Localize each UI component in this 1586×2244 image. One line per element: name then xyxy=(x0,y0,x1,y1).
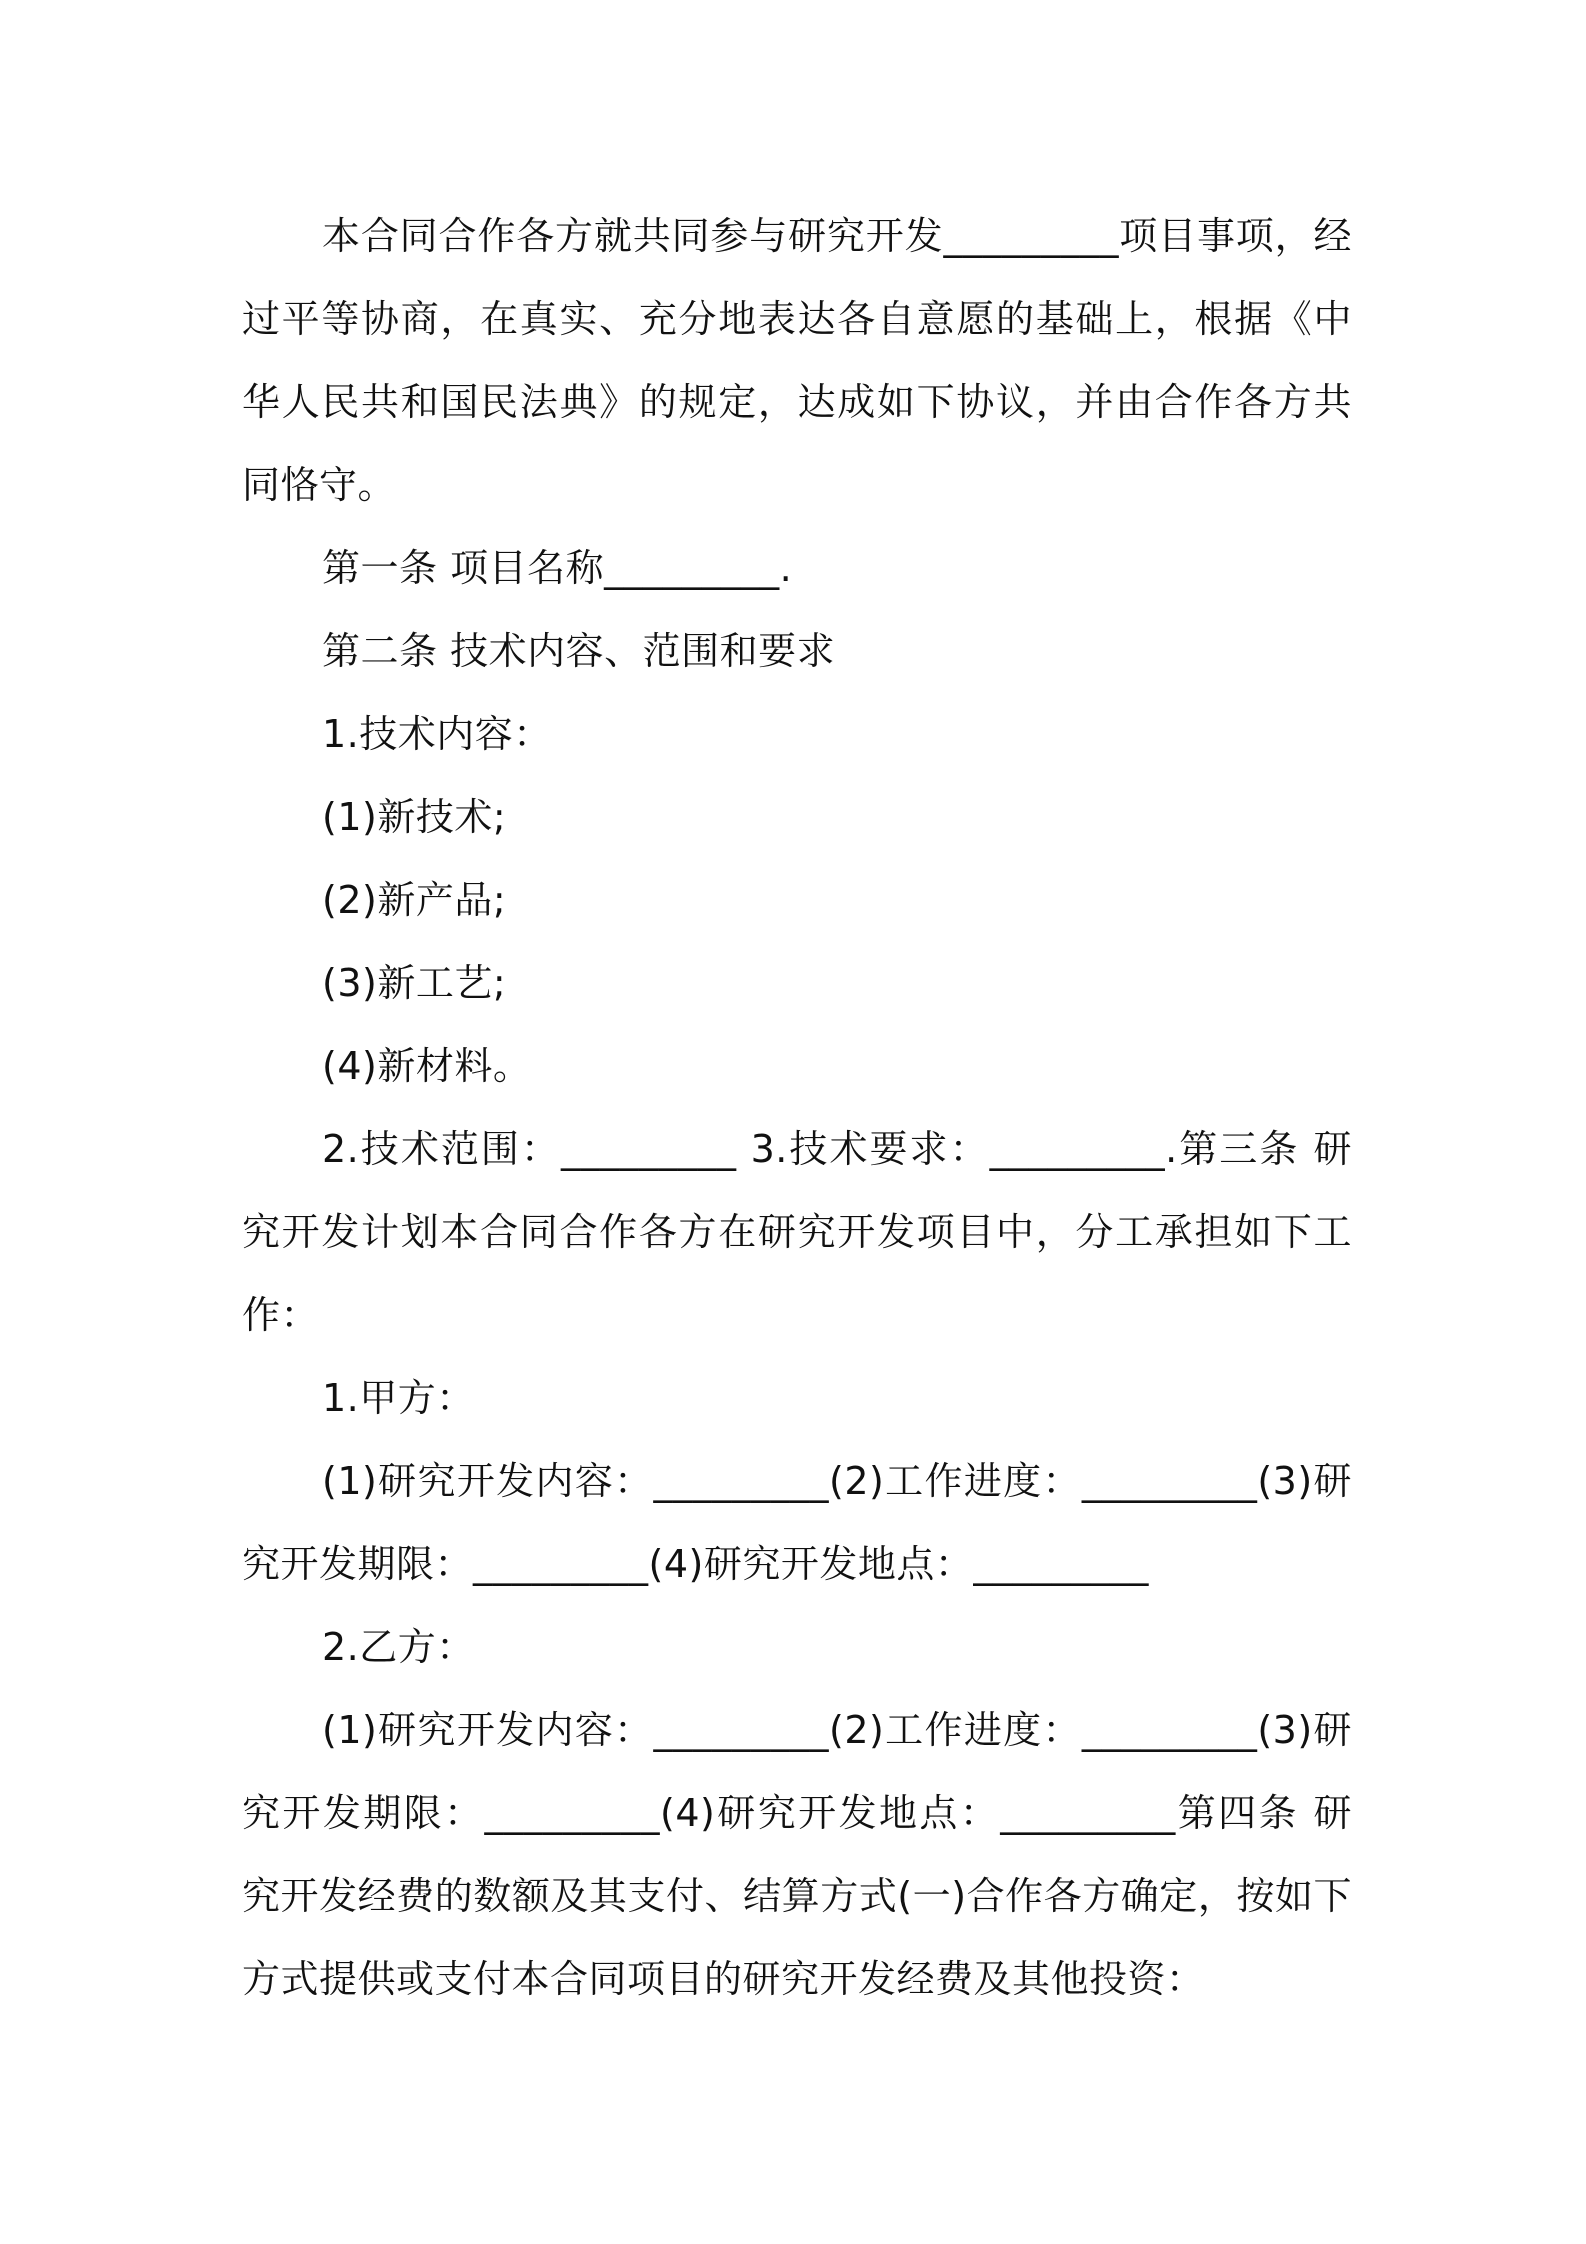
paragraph-article-2: 第二条 技术内容、范围和要求 xyxy=(322,629,836,673)
paragraph-article-1: 第一条 项目名称_________. xyxy=(322,546,793,590)
paragraph-item-3: (3)新工艺; xyxy=(322,961,507,1005)
paragraph-party-b: 2.乙方： xyxy=(322,1625,475,1669)
paragraph-tech-scope: 2.技术范围：_________ 3.技术要求：_________.第三条 研究开发计划本合同合作各方在研究开发项目中，分工承担如下工作： xyxy=(242,1127,1352,1337)
paragraph-preamble: 本合同合作各方就共同参与研究开发_________项目事项，经过平等协商，在真实、充分地表达各自意愿的基础上，根据《中华人民共和国民法典》的规定，达成如下协议，并由合作各方共同恪守。 xyxy=(242,214,1352,507)
paragraph-tech-content: 1.技术内容： xyxy=(322,712,552,756)
paragraph-party-b-details: (1)研究开发内容：_________(2)工作进度：_________(3)研究开发期限：_________(4)研究开发地点：_________第四条 研究开发经费的数额及其支付、结算方式(一)合作各方确定，按如下方式提供或支付本合同项目的研究开发经费及其他投资： xyxy=(242,1708,1352,2001)
paragraph-item-1: (1)新技术; xyxy=(322,795,507,839)
paragraph-item-4: (4)新材料。 xyxy=(322,1044,532,1088)
paragraph-item-2: (2)新产品; xyxy=(322,878,507,922)
paragraph-party-a-details: (1)研究开发内容：_________(2)工作进度：_________(3)研究开发期限：_________(4)研究开发地点：_________ xyxy=(242,1459,1352,1586)
document-body xyxy=(242,195,1352,2021)
paragraph-party-a: 1.甲方： xyxy=(322,1376,475,1420)
